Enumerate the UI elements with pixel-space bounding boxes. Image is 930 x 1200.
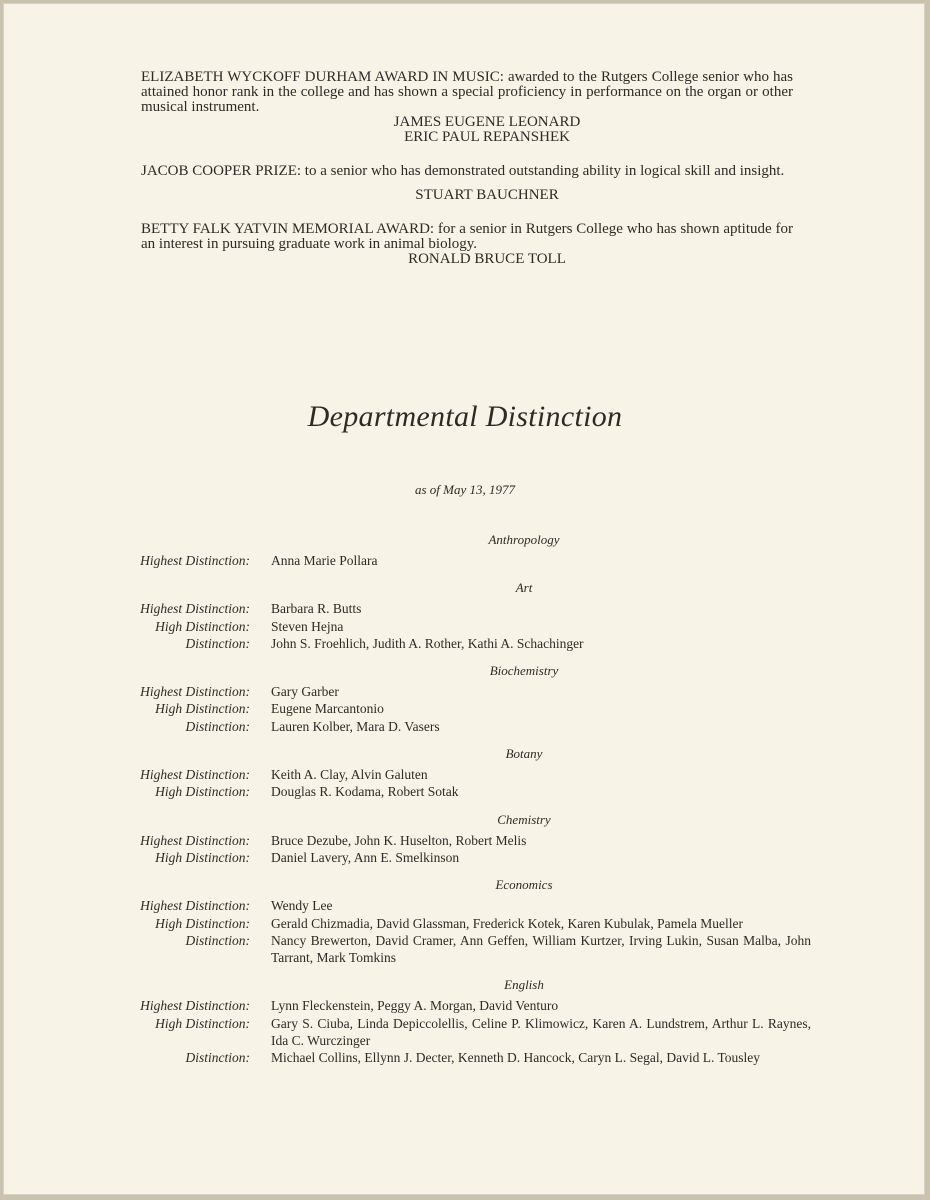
distinction-level: High Distinction: xyxy=(155,784,250,800)
distinction-level: Highest Distinction: xyxy=(140,767,250,783)
honoree-names: Gerald Chizmadia, David Glassman, Frederick Kotek, Karen Kubulak, Pamela Mueller xyxy=(271,915,743,931)
department-block xyxy=(4,579,926,652)
honoree-names: Douglas R. Kodama, Robert Sotak xyxy=(271,784,459,800)
honoree-names: Wendy Lee xyxy=(271,898,333,914)
distinction-row xyxy=(4,700,926,717)
distinction-row xyxy=(4,618,926,635)
honoree-names: Eugene Marcantonio xyxy=(271,701,384,717)
award-description: JACOB COOPER PRIZE: to a senior who has demonstrated outstanding ability in logical skill and insight. xyxy=(141,163,785,179)
distinction-level: Distinction: xyxy=(185,932,250,948)
honoree-names: Steven Hejna xyxy=(271,618,344,634)
distinction-level: High Distinction: xyxy=(155,1015,250,1031)
honoree-names: Nancy Brewerton, David Cramer, Ann Geffen, William Kurtzer, Irving Lukin, Susan Malba, John Tarrant, Mark Tomkins xyxy=(271,932,811,966)
distinction-row xyxy=(4,849,926,866)
distinction-level: Highest Distinction: xyxy=(140,684,250,700)
department-block xyxy=(4,976,926,1066)
award-description: ELIZABETH WYCKOFF DURHAM AWARD IN MUSIC: awarded to the Rutgers College senior who has attained honor rank in the college and has shown a special proficiency in performance on the organ or other musical instrument. xyxy=(141,69,793,115)
distinction-row xyxy=(4,915,926,932)
distinction-level: High Distinction: xyxy=(155,618,250,634)
distinction-row xyxy=(4,997,926,1014)
award-winner: RONALD BRUCE TOLL xyxy=(408,251,566,267)
section-title: Departmental Distinction xyxy=(307,400,623,433)
honoree-names: Lynn Fleckenstein, Peggy A. Morgan, David Venturo xyxy=(271,998,559,1014)
distinction-row xyxy=(4,766,926,783)
distinction-level: High Distinction: xyxy=(155,915,250,931)
department-block xyxy=(4,662,926,735)
award-winner: JAMES EUGENE LEONARD xyxy=(393,114,581,130)
department-name: Economics xyxy=(495,877,553,893)
distinction-row xyxy=(4,600,926,617)
honoree-names: Gary Garber xyxy=(271,684,339,700)
award-durham xyxy=(141,70,793,145)
distinction-level: High Distinction: xyxy=(155,849,250,865)
distinction-row xyxy=(4,832,926,849)
award-cooper xyxy=(141,164,793,203)
departments-list xyxy=(4,531,926,1077)
department-name: Biochemistry xyxy=(489,663,559,679)
honoree-names: Barbara R. Butts xyxy=(271,601,362,617)
honoree-names: Daniel Lavery, Ann E. Smelkinson xyxy=(271,849,460,865)
department-block xyxy=(4,876,926,966)
department-name: English xyxy=(504,977,544,993)
awards-list xyxy=(141,70,793,286)
honoree-names: Anna Marie Pollara xyxy=(271,553,378,568)
department-name: Botany xyxy=(505,746,543,762)
distinction-row xyxy=(4,718,926,735)
honoree-names: Keith A. Clay, Alvin Galuten xyxy=(271,767,428,783)
distinction-level: High Distinction: xyxy=(155,701,250,717)
honoree-names: Lauren Kolber, Mara D. Vasers xyxy=(271,718,440,734)
distinction-row xyxy=(4,683,926,700)
distinction-level: Distinction: xyxy=(185,1050,250,1066)
department-block xyxy=(4,811,926,867)
department-block xyxy=(4,745,926,801)
distinction-level: Highest Distinction: xyxy=(140,601,250,617)
distinction-row xyxy=(4,1015,926,1050)
department-name: Anthropology xyxy=(488,532,560,547)
distinction-row xyxy=(4,1049,926,1066)
award-winner: ERIC PAUL REPANSHEK xyxy=(404,129,570,145)
distinction-row xyxy=(4,783,926,800)
distinction-level: Highest Distinction: xyxy=(140,898,250,914)
honoree-names: Michael Collins, Ellynn J. Decter, Kenneth D. Hancock, Caryn L. Segal, David L. Tousley xyxy=(271,1050,761,1066)
distinction-row xyxy=(4,635,926,652)
distinction-row xyxy=(4,932,926,967)
document-page xyxy=(3,3,925,1195)
distinction-level: Highest Distinction: xyxy=(140,998,250,1014)
department-block xyxy=(4,531,926,569)
honoree-names: Gary S. Ciuba, Linda Depiccolellis, Celine P. Klimowicz, Karen A. Lundstrem, Arthur L. Raynes, Ida C. Wurczinger xyxy=(271,1015,811,1049)
distinction-row xyxy=(4,897,926,914)
distinction-level: Highest Distinction: xyxy=(140,553,250,568)
department-name: Art xyxy=(515,580,533,596)
award-winner: STUART BAUCHNER xyxy=(415,187,559,203)
honoree-names: Bruce Dezube, John K. Huselton, Robert Melis xyxy=(271,832,527,848)
award-description: BETTY FALK YATVIN MEMORIAL AWARD: for a senior in Rutgers College who has shown aptitude for an interest in pursuing graduate work in animal biology. xyxy=(141,221,793,252)
honoree-names: John S. Froehlich, Judith A. Rother, Kathi A. Schachinger xyxy=(271,635,584,651)
distinction-row xyxy=(4,552,926,569)
as-of-date: as of May 13, 1977 xyxy=(414,482,516,497)
distinction-level: Distinction: xyxy=(185,718,250,734)
distinction-level: Highest Distinction: xyxy=(140,832,250,848)
department-name: Chemistry xyxy=(497,811,551,827)
award-yatvin xyxy=(141,222,793,267)
distinction-level: Distinction: xyxy=(185,635,250,651)
